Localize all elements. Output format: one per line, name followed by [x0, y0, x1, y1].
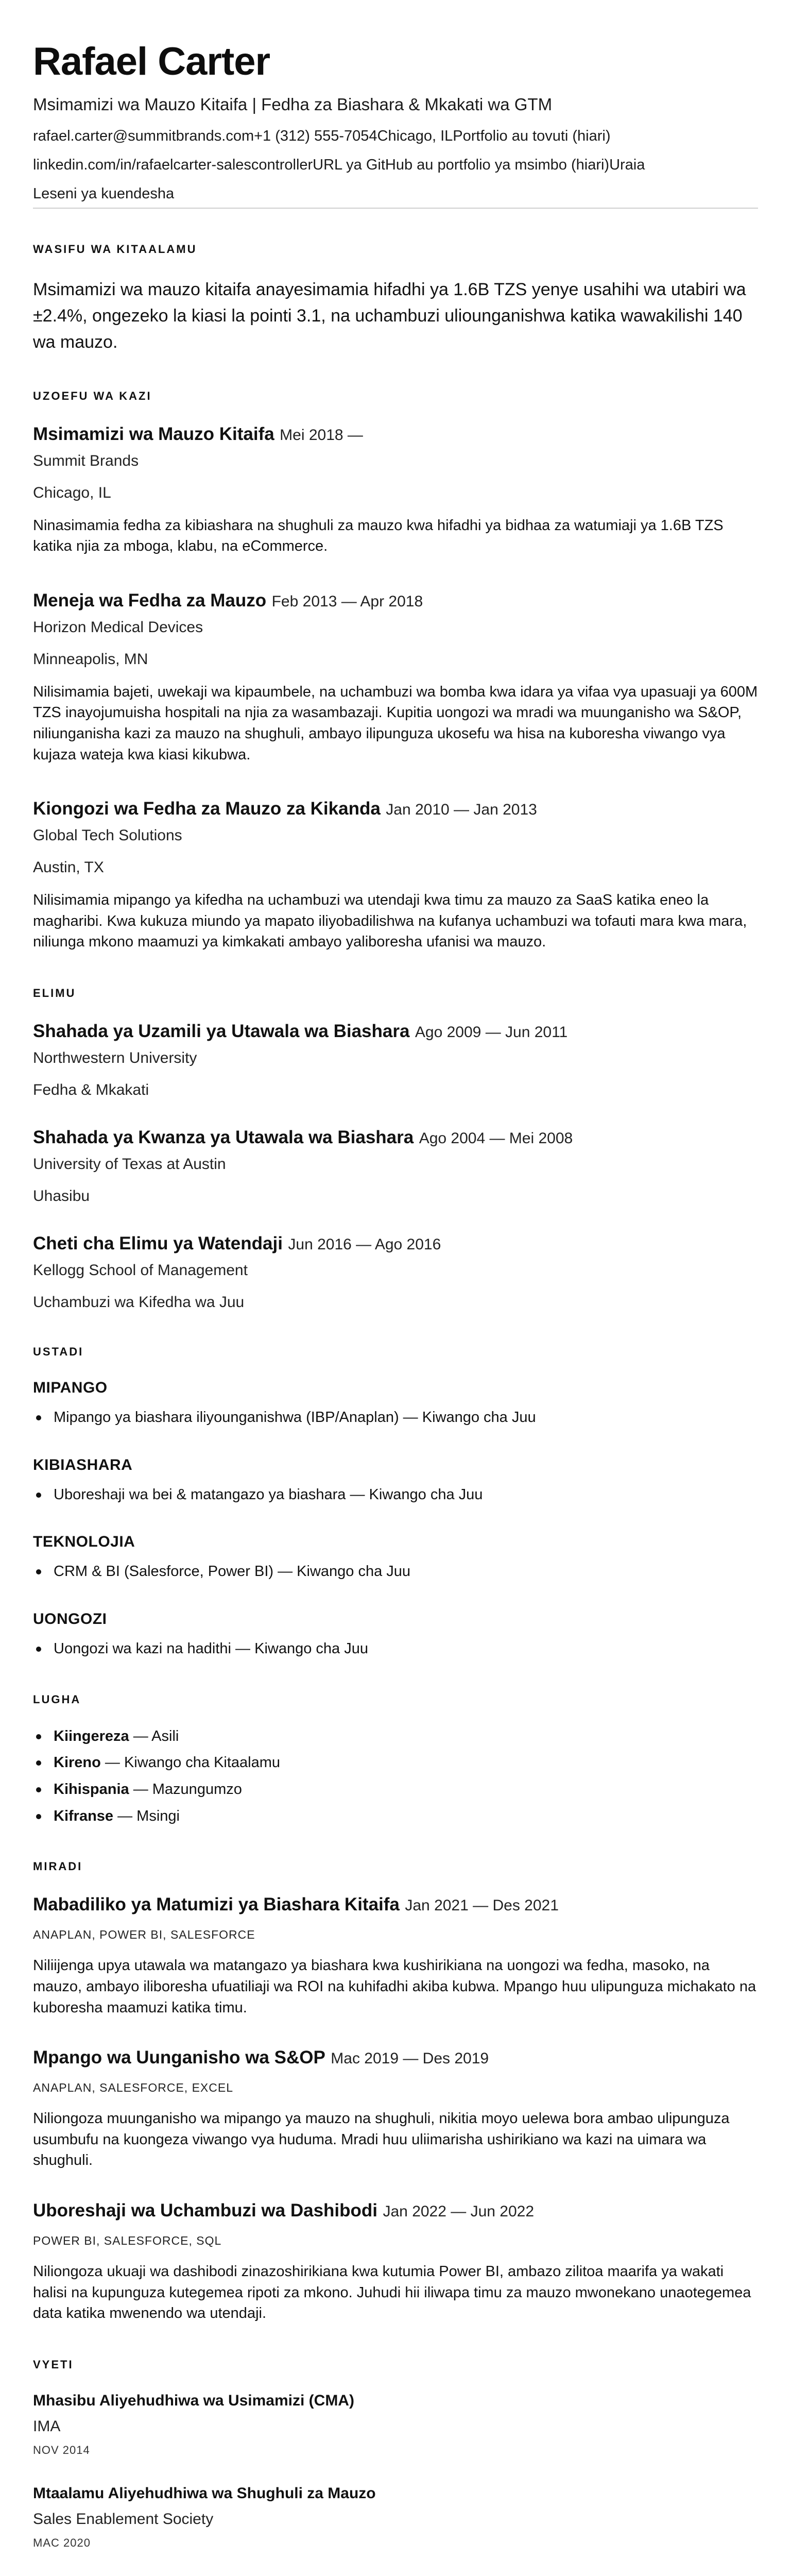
job-description: Nilisimamia mipango ya kifedha na uchambuzi wa utendaji kwa timu za mauzo za SaaS katika eneo la magharibi. Kwa kukuza miundo ya mapato iliyobadilishwa na kufanya uchambuzi wa tofauti mara kwa mara, niliunga mkono maamuzi ya kimkakati ambayo yaliboresha ufanisi wa mauzo. — [33, 892, 747, 951]
job-title: Msimamizi wa Mauzo Kitaifa — [33, 423, 274, 444]
language-name: Kihispania — [54, 1781, 129, 1798]
skill-item: Uongozi wa kazi na hadithi — Kiwango cha Juu — [33, 1639, 758, 1659]
project-tags: ANAPLAN, POWER BI, SALESFORCE — [33, 1928, 255, 1942]
certification-name: Mtaalamu Aliyehudhiwa wa Shughuli za Mauzo — [33, 2484, 376, 2502]
project-tags: POWER BI, SALESFORCE, SQL — [33, 2233, 222, 2247]
project-dates: Mac 2019 — Des 2019 — [331, 2050, 489, 2067]
degree-dates: Ago 2009 — Jun 2011 — [415, 1023, 568, 1041]
school-name: Northwestern University — [33, 1049, 197, 1066]
skill-item: Uboreshaji wa bei & matangazo ya biashara — Kiwango cha Juu — [33, 1485, 758, 1505]
languages-section — [33, 1693, 758, 1826]
skill-item: CRM & BI (Salesforce, Power BI) — Kiwango cha Juu — [33, 1562, 758, 1582]
degree-field: Fedha & Mkakati — [33, 1081, 149, 1098]
language-level: — Kiwango cha Kitaalamu — [100, 1754, 281, 1771]
education-entry — [33, 1021, 758, 1099]
degree-title: Shahada ya Kwanza ya Utawala wa Biashara — [33, 1127, 414, 1147]
project-description: Niliijenga upya utawala wa matangazo ya biashara kwa kushirikiana na uongozi wa fedha, masoko, na mauzo, ambayo iliboresha ufuatiliaji wa ROI na kuhifadhi akiba kubwa. Mpango huu ulipunguza michakato na kuboresha maamuzi katika timu. — [33, 1957, 756, 2016]
job-location: Minneapolis, MN — [33, 650, 148, 668]
education-entry — [33, 1233, 758, 1311]
projects-section — [33, 1860, 758, 2324]
project-title: Uboreshaji wa Uchambuzi wa Dashibodi — [33, 2200, 378, 2221]
summary-text: Msimamizi wa mauzo kitaifa anayesimamia hifadhi ya 1.6B TZS yenye usahihi wa utabiri wa ±2.4%, ongezeko la kiasi la pointi 3.1, na uchambuzi uliounganishwa katika wawakilishi 140 wa mauzo. — [33, 279, 746, 352]
skill-category: MIPANGO — [33, 1379, 108, 1396]
project-title: Mabadiliko ya Matumizi ya Biashara Kitaifa — [33, 1894, 400, 1915]
skill-item: Mipango ya biashara iliyounganishwa (IBP/Anaplan) — Kiwango cha Juu — [33, 1408, 758, 1428]
job-company: Horizon Medical Devices — [33, 618, 203, 636]
project-dates: Jan 2022 — Jun 2022 — [383, 2202, 535, 2220]
section-title-education: ELIMU — [33, 986, 76, 999]
skill-group — [33, 1379, 758, 1428]
job-description: Ninasimamia fedha za kibiashara na shughuli za mauzo kwa hifadhi ya bidhaa za watumiaji ya 1.6B TZS katika njia za mboga, klabu, na eCommerce. — [33, 517, 724, 555]
degree-dates: Jun 2016 — Ago 2016 — [288, 1235, 441, 1253]
candidate-name: Rafael Carter — [33, 40, 270, 83]
language-name: Kireno — [54, 1754, 101, 1771]
experience-entry — [33, 423, 758, 557]
job-company: Summit Brands — [33, 452, 139, 469]
experience-entry — [33, 590, 758, 765]
skill-category: TEKNOLOJIA — [33, 1533, 135, 1551]
job-title: Kiongozi wa Fedha za Mauzo za Kikanda — [33, 799, 381, 819]
section-title-projects: MIRADI — [33, 1860, 83, 1873]
skill-category: KIBIASHARA — [33, 1456, 133, 1473]
contact-line-1: rafael.carter@summitbrands.com+1 (312) 555-7054Chicago, ILPortfolio au tovuti (hiari) — [33, 127, 611, 144]
language-level: — Msingi — [113, 1807, 180, 1824]
degree-title: Cheti cha Elimu ya Watendaji — [33, 1233, 283, 1253]
section-title-certifications: VYETI — [33, 2358, 74, 2371]
project-description: Niliongoza ukuaji wa dashibodi zinazoshirikiana kwa kutumia Power BI, ambazo zilitoa maarifa ya wakati halisi na kupunguza kutegemea ripoti za mkono. Juhudi hii iliwapa timu za mauzo mwonekano unaotegemea data katika mwenendo wa utendaji. — [33, 2263, 751, 2322]
language-item — [33, 1780, 758, 1800]
experience-entry — [33, 798, 758, 953]
resume-header — [33, 41, 758, 209]
contact-line-3: Leseni ya kuendesha — [33, 185, 175, 202]
certification-issuer: IMA — [33, 2417, 61, 2435]
section-title-languages: LUGHA — [33, 1692, 81, 1706]
section-title-experience: UZOEFU WA KAZI — [33, 389, 152, 402]
summary-section — [33, 243, 758, 355]
certification-date: MAC 2020 — [33, 2536, 91, 2549]
certification-date: NOV 2014 — [33, 2443, 90, 2456]
job-title: Meneja wa Fedha za Mauzo — [33, 590, 267, 611]
job-description: Nilisimamia bajeti, uwekaji wa kipaumbele, na uchambuzi wa bomba kwa idara ya vifaa vya upasuaji ya 600M TZS inayojumuisha hospitali na njia za wasambazaji. Kupitia uongozi wa mradi wa muunganisho wa S&OP, niliunganisha kazi za mauzo na shughuli, ambayo ilipunguza ukosefu wa hisa na kuboresha viwango vya kujaza wateja kwa kiasi kikubwa. — [33, 683, 758, 763]
project-entry — [33, 1894, 758, 2018]
school-name: Kellogg School of Management — [33, 1261, 248, 1279]
skill-category: UONGOZI — [33, 1610, 107, 1628]
job-dates: Jan 2010 — Jan 2013 — [386, 801, 537, 819]
job-location: Chicago, IL — [33, 484, 111, 501]
language-name: Kiingereza — [54, 1727, 129, 1744]
degree-field: Uchambuzi wa Kifedha wa Juu — [33, 1293, 245, 1311]
project-entry — [33, 2047, 758, 2171]
certification-entry — [33, 2392, 758, 2457]
project-tags: ANAPLAN, SALESFORCE, EXCEL — [33, 2081, 234, 2095]
project-title: Mpango wa Uunganisho wa S&OP — [33, 2047, 325, 2068]
section-title-summary: WASIFU WA KITAALAMU — [33, 242, 197, 256]
job-company: Global Tech Solutions — [33, 827, 182, 844]
certification-issuer: Sales Enablement Society — [33, 2510, 214, 2528]
job-dates: Mei 2018 — — [280, 426, 363, 444]
skill-group — [33, 1611, 758, 1659]
education-section — [33, 987, 758, 1311]
degree-dates: Ago 2004 — Mei 2008 — [419, 1129, 573, 1147]
certification-entry — [33, 2485, 758, 2550]
degree-title: Shahada ya Uzamili ya Utawala wa Biashara — [33, 1021, 410, 1041]
certification-name: Mhasibu Aliyehudhiwa wa Usimamizi (CMA) — [33, 2392, 354, 2409]
job-location: Austin, TX — [33, 859, 104, 876]
certifications-section — [33, 2358, 758, 2550]
education-entry — [33, 1127, 758, 1205]
project-description: Niliongoza muunganisho wa mipango ya mauzo na shughuli, nikitia moyo uelewa bora ambao ulipunguza usumbufu na kuongeza viwango vya huduma. Mradi huu uliimarisha ushirikiano wa kazi na uimara wa shughuli. — [33, 2110, 730, 2169]
candidate-headline: Msimamizi wa Mauzo Kitaifa | Fedha za Biashara & Mkakati wa GTM — [33, 94, 553, 114]
language-item — [33, 1727, 758, 1747]
header-divider — [33, 208, 758, 209]
skills-section — [33, 1345, 758, 1659]
school-name: University of Texas at Austin — [33, 1155, 226, 1173]
degree-field: Uhasibu — [33, 1187, 90, 1205]
skill-group — [33, 1533, 758, 1582]
language-name: Kifranse — [54, 1807, 114, 1824]
job-dates: Feb 2013 — Apr 2018 — [271, 592, 423, 610]
language-item — [33, 1807, 758, 1826]
section-title-skills: USTADI — [33, 1345, 84, 1358]
project-entry — [33, 2200, 758, 2324]
project-dates: Jan 2021 — Des 2021 — [405, 1897, 559, 1914]
contact-line-2: linkedin.com/in/rafaelcarter-salescontrollerURL ya GitHub au portfolio ya msimbo (hiari)Uraia — [33, 157, 645, 174]
language-level: — Asili — [129, 1727, 179, 1744]
skill-group — [33, 1456, 758, 1505]
experience-section — [33, 389, 758, 953]
language-level: — Mazungumzo — [129, 1781, 242, 1798]
language-item — [33, 1753, 758, 1773]
